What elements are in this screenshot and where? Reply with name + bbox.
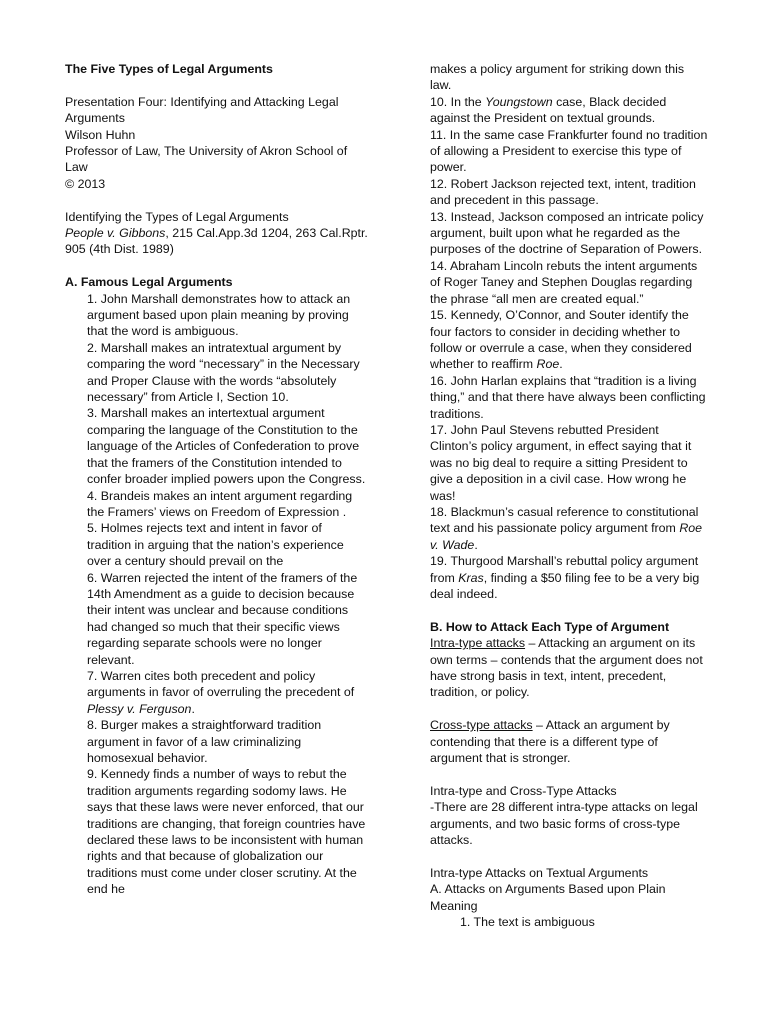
presentation-title: Presentation Four: Identifying and Attacking Legal Arguments bbox=[65, 94, 339, 126]
item10-text: 10. In the bbox=[430, 94, 486, 109]
intra-cross-heading: Intra-type and Cross-Type Attacks bbox=[430, 783, 617, 798]
item19-case: Kras bbox=[458, 570, 484, 585]
list-item bbox=[430, 553, 708, 602]
section-a-heading: A. Famous Legal Arguments bbox=[65, 275, 233, 290]
list-item: 1. John Marshall demonstrates how to attack an argument based upon plain meaning by proving that the word is ambiguous. bbox=[87, 291, 351, 339]
item10-end: case, Black decided against the President on textual grounds. bbox=[430, 94, 667, 126]
item15-end: . bbox=[559, 357, 563, 372]
left-column bbox=[65, 61, 368, 898]
intra-type-paragraph bbox=[430, 635, 708, 701]
item15-case: Roe bbox=[536, 357, 560, 372]
case-cite: , 215 Cal.App.3d 1204, 263 Cal.Rptr. 905 (4th Dist. 1989) bbox=[65, 226, 368, 257]
item18-text: 18. Blackmun’s casual reference to constitutional text and his passionate policy argument from bbox=[430, 504, 699, 536]
section-b-heading: B. How to Attack Each Type of Argument bbox=[430, 619, 670, 634]
case-citation bbox=[65, 225, 368, 258]
item7-case: Plessy v. Ferguson bbox=[87, 701, 192, 716]
item7-text: 7. Warren cites both precedent and policy arguments in favor of overruling the precedent of bbox=[87, 668, 355, 700]
list-item bbox=[430, 307, 708, 373]
identifying-heading: Identifying the Types of Legal Arguments bbox=[65, 209, 289, 224]
list-item: 3. Marshall makes an intertextual argument comparing the language of the Constitution to the language of the Articles of Confederation to prove that the framers of the Constitution intended to confer broader implied powers upon the Congress. bbox=[87, 406, 366, 487]
cross-type-text: – Attack an argument by contending that there is a different type of argument that is stronger. bbox=[430, 718, 670, 766]
item7-end: . bbox=[191, 701, 195, 716]
textual-attacks-heading: Intra-type Attacks on Textual Arguments bbox=[430, 865, 649, 880]
item18-end: . bbox=[474, 537, 478, 552]
item10-case: Youngstown bbox=[485, 94, 553, 109]
author-name: Wilson Huhn bbox=[65, 127, 136, 142]
intra-cross-text: -There are 28 different intra-type attacks on legal arguments, and two basic forms of cross-type attacks. bbox=[430, 800, 698, 848]
list-item: 17. John Paul Stevens rebutted President Clinton’s policy argument, in effect saying that it was no big deal to require a sitting President to give a deposition in a civil case. How wrong he was! bbox=[430, 422, 692, 503]
list-item bbox=[430, 94, 708, 127]
case-name: People v. Gibbons bbox=[65, 226, 166, 241]
intra-type-text: – Attacking an argument on its own terms – contends that the argument does not have strong basis in text, intent, precedent, tradition, or policy. bbox=[430, 636, 703, 700]
list-item: 16. John Harlan explains that “tradition is a living thing,” and that there have always been conflicting traditions. bbox=[430, 373, 706, 421]
copyright: © 2013 bbox=[65, 176, 106, 191]
item18-case: Roe v. Wade bbox=[430, 521, 703, 552]
list-item bbox=[65, 668, 368, 717]
list-item: 12. Robert Jackson rejected text, intent, tradition and precedent in this passage. bbox=[430, 176, 696, 208]
item19-text: 19. Thurgood Marshall’s rebuttal policy argument from bbox=[430, 554, 699, 585]
list-item: 14. Abraham Lincoln rebuts the intent arguments of Roger Taney and Stephen Douglas regarding the phrase “all men are created equal.” bbox=[430, 258, 698, 306]
list-item: 4. Brandeis makes an intent argument regarding the Framers’ views on Freedom of Expression . bbox=[87, 488, 353, 519]
attacks-subheading: A. Attacks on Arguments Based upon Plain Meaning bbox=[430, 882, 666, 913]
author-position: Professor of Law, The University of Akron School of Law bbox=[65, 144, 348, 175]
list-item: 6. Warren rejected the intent of the framers of the 14th Amendment as a guide to decision because their intent was unclear and because conditions had changed so much that their specific views regarding separate schools were no longer relevant. bbox=[87, 570, 358, 667]
cross-type-paragraph bbox=[430, 717, 708, 766]
list-item: 8. Burger makes a straightforward tradition argument in favor of a law criminalizing homosexual behavior. bbox=[87, 718, 322, 766]
right-column bbox=[430, 61, 708, 930]
cross-type-label: Cross-type attacks bbox=[430, 718, 533, 733]
document-title: The Five Types of Legal Arguments bbox=[65, 62, 273, 76]
list-item bbox=[430, 504, 708, 553]
list-item: 11. In the same case Frankfurter found no tradition of allowing a President to exercise this type of power. bbox=[430, 127, 708, 175]
continued-text: makes a policy argument for striking down this law. bbox=[430, 62, 685, 93]
list-item: 9. Kennedy finds a number of ways to rebut the tradition arguments regarding sodomy laws. He says that these laws were never enforced, that our traditions are changing, that foreign countries have declared these laws to be inconsistent with human rights and that because of globalization our traditions must come under closer scrutiny. At the end he bbox=[87, 767, 366, 897]
intra-type-label: Intra-type attacks bbox=[430, 636, 526, 651]
item19-end: , finding a $50 filing fee to be a very big deal indeed. bbox=[430, 570, 700, 601]
list-item: 2. Marshall makes an intratextual argument by comparing the word “necessary” in the Necessary and Proper Clause with the words “absolutely necessary” from Article I, Section 10. bbox=[87, 340, 360, 405]
list-item: 13. Instead, Jackson composed an intricate policy argument, built upon what he regarded as the purposes of the doctrine of Separation of Powers. bbox=[430, 209, 704, 257]
list-item: 1. The text is ambiguous bbox=[460, 915, 595, 930]
list-item: 5. Holmes rejects text and intent in favor of tradition in arguing that the nation’s experience over a century should prevail on the bbox=[87, 521, 344, 569]
item15-text: 15. Kennedy, O’Connor, and Souter identify the four factors to consider in deciding whether to follow or overrule a case, when they considered whether to reaffirm bbox=[430, 308, 692, 372]
